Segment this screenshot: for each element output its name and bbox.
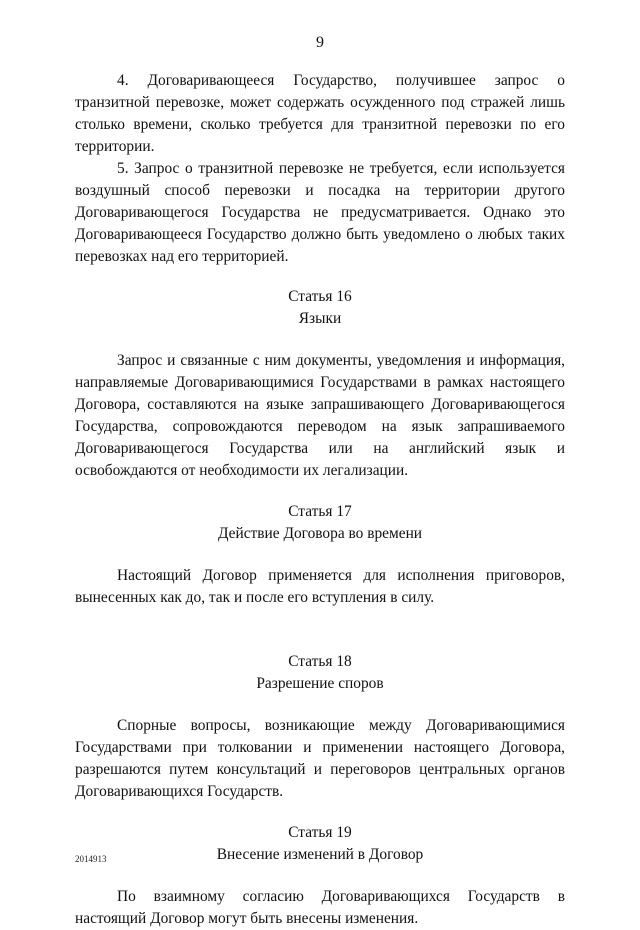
paragraph-transit-5: 5. Запрос о транзитной перевозке не требуется, если используется воздушный способ перевозки и посадка на территории другого Договаривающегося Государства не предусматривается. Однако это Договаривающееся Государство должно быть уведомлено о любых таких перевозках над его территорией. [75,160,565,265]
article-number: Статья 19 [288,824,352,841]
paragraph-transit-4: 4. Договаривающееся Государство, получившее запрос о транзитной перевозке, может содержать осужденного под стражей лишь столько времени, сколько требуется для транзитной перевозки по его территории. [75,72,565,155]
article-18-heading [75,651,565,695]
article-title: Внесение изменений в Договор [216,846,424,863]
article-17-text: Настоящий Договор применяется для исполнения приговоров, вынесенных как до, так и после его вступления в силу. [75,567,565,606]
article-number: Статья 18 [288,653,352,670]
article-19-heading [75,822,565,866]
document-body [75,70,565,930]
article-title: Действие Договора во времени [217,525,423,542]
article-title: Языки [298,310,342,327]
article-18-text: Спорные вопросы, возникающие между Договаривающимися Государствами при толковании и применении настоящего Договора, разрешаются путем консультаций и переговоров центральных органов Договаривающихся Государств. [75,717,565,800]
article-17-heading [75,501,565,545]
article-number: Статья 17 [288,503,352,520]
page-number: 9 [316,34,324,51]
article-19-text: По взаимному согласию Договаривающихся Государств в настоящий Договор могут быть внесены изменения. [75,888,565,927]
article-16-text: Запрос и связанные с ним документы, уведомления и информация, направляемые Договаривающимися Государствами в рамках настоящего Договора, составляются на языке запрашивающего Договаривающегося Государства, сопровождаются переводом на язык запрашиваемого Договаривающегося Государства или на английский язык и освобождаются от необходимости их легализации. [75,352,565,479]
document-code: 2014913 [75,854,107,864]
article-title: Разрешение споров [256,675,384,692]
article-16-heading [75,286,565,330]
article-number: Статья 16 [288,288,352,305]
